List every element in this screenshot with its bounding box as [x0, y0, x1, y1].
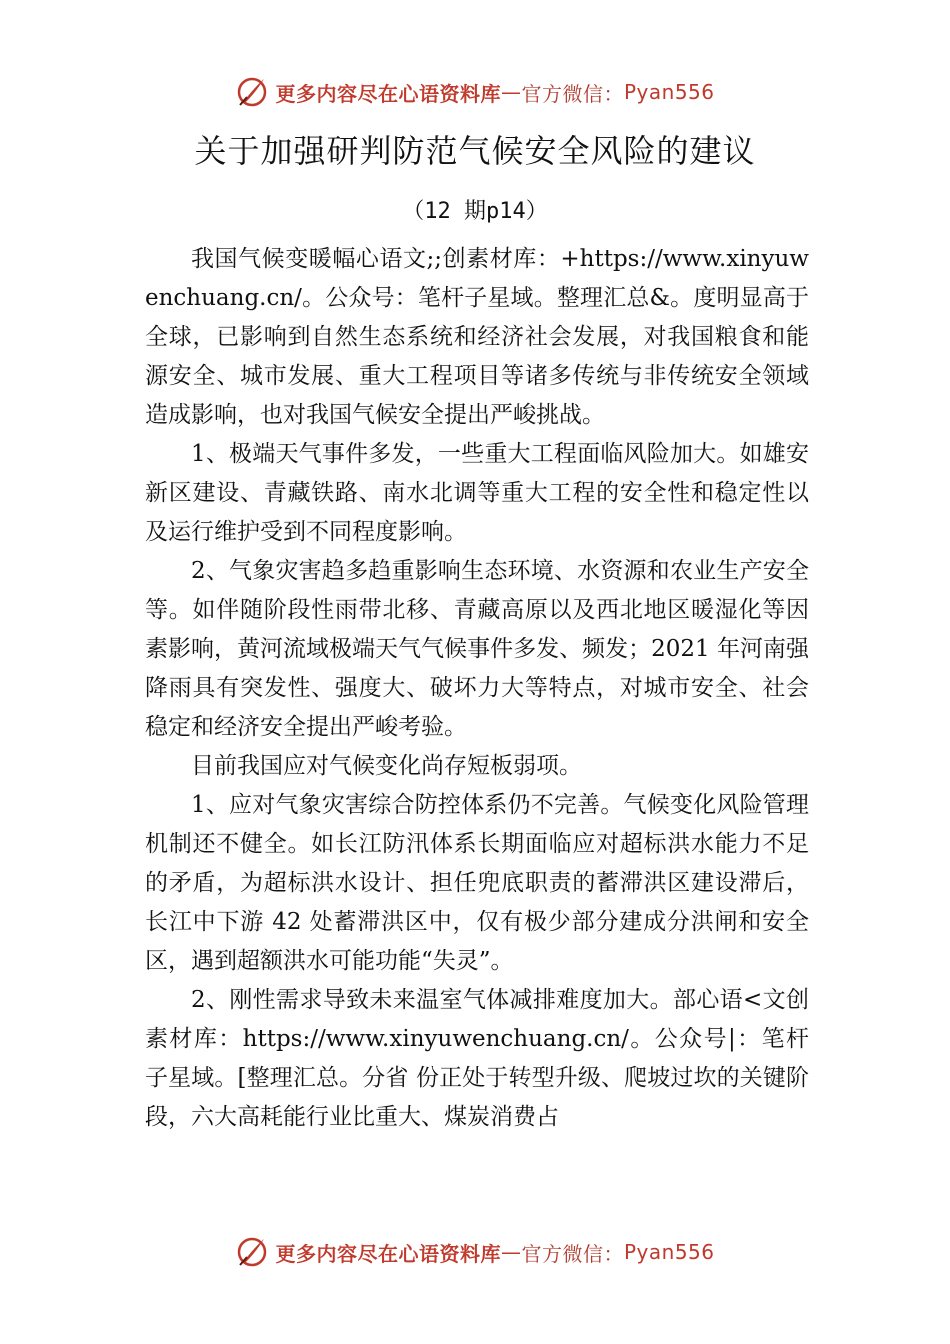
document-body [145, 240, 809, 1137]
watermark-label: 官方微信： [521, 1241, 624, 1266]
paragraph: 我国气候变暖幅心语文;;创素材库：+https://www.xinyuwenchuang.cn/。公众号：笔杆子星域。整理汇总&。度明显高于全球，已影响到自然生态系统和经济社会发展，对我国粮食和能源安全、城市发展、重大工程项目等诸多传统与非传统安全领域造成影响，也对我国气候安全提出严峻挑战。 [145, 246, 809, 428]
paragraph: 2、刚性需求导致未来温室气体减排难度加大。部心语<文创素材库：https://www.xinyuwenchuang.cn/。公众号|：笔杆子星域。[整理汇总。分省 份正处于转型升级、爬坡过坎的关键阶段，六大高耗能行业比重大、煤炭消费占 [145, 987, 809, 1130]
paragraph: 目前我国应对气候变化尚存短板弱项。 [191, 753, 582, 779]
watermark-header [0, 70, 950, 114]
page-title: 关于加强研判防范气候安全风险的建议 [194, 132, 756, 170]
feather-logo-icon [235, 1235, 269, 1269]
watermark-id: Pyan556 [623, 1240, 715, 1264]
watermark-text: 更多内容尽在心语资料库 [275, 81, 501, 106]
watermark-separator: — [500, 80, 522, 104]
paragraph: 1、应对气象灾害综合防控体系仍不完善。气候变化风险管理机制还不健全。如长江防汛体系长期面临应对超标洪水能力不足的矛盾，为超标洪水设计、担任兜底职责的蓄滞洪区建设滞后，长江中下游 42 处蓄滞洪区中，仅有极少部分建成分洪闸和安全区，遇到超额洪水可能功能“失灵”。 [145, 792, 809, 974]
watermark-text: 更多内容尽在心语资料库 [275, 1241, 501, 1266]
paragraph: 1、极端天气事件多发，一些重大工程面临风险加大。如雄安新区建设、青藏铁路、南水北调等重大工程的安全性和稳定性以及运行维护受到不同程度影响。 [145, 441, 809, 545]
issue-number: （12 期p14） [402, 199, 548, 224]
watermark-separator: — [500, 1240, 522, 1264]
watermark-label: 官方微信： [521, 81, 624, 106]
watermark-footer [0, 1230, 950, 1274]
feather-logo-icon [235, 75, 269, 109]
paragraph: 2、气象灾害趋多趋重影响生态环境、水资源和农业生产安全等。如伴随阶段性雨带北移、青藏高原以及西北地区暖湿化等因素影响，黄河流域极端天气气候事件多发、频发；2021 年河南强降雨具有突发性、强度大、破坏力大等特点，对城市安全、社会稳定和经济安全提出严峻考验。 [145, 558, 809, 740]
watermark-id: Pyan556 [623, 80, 715, 104]
